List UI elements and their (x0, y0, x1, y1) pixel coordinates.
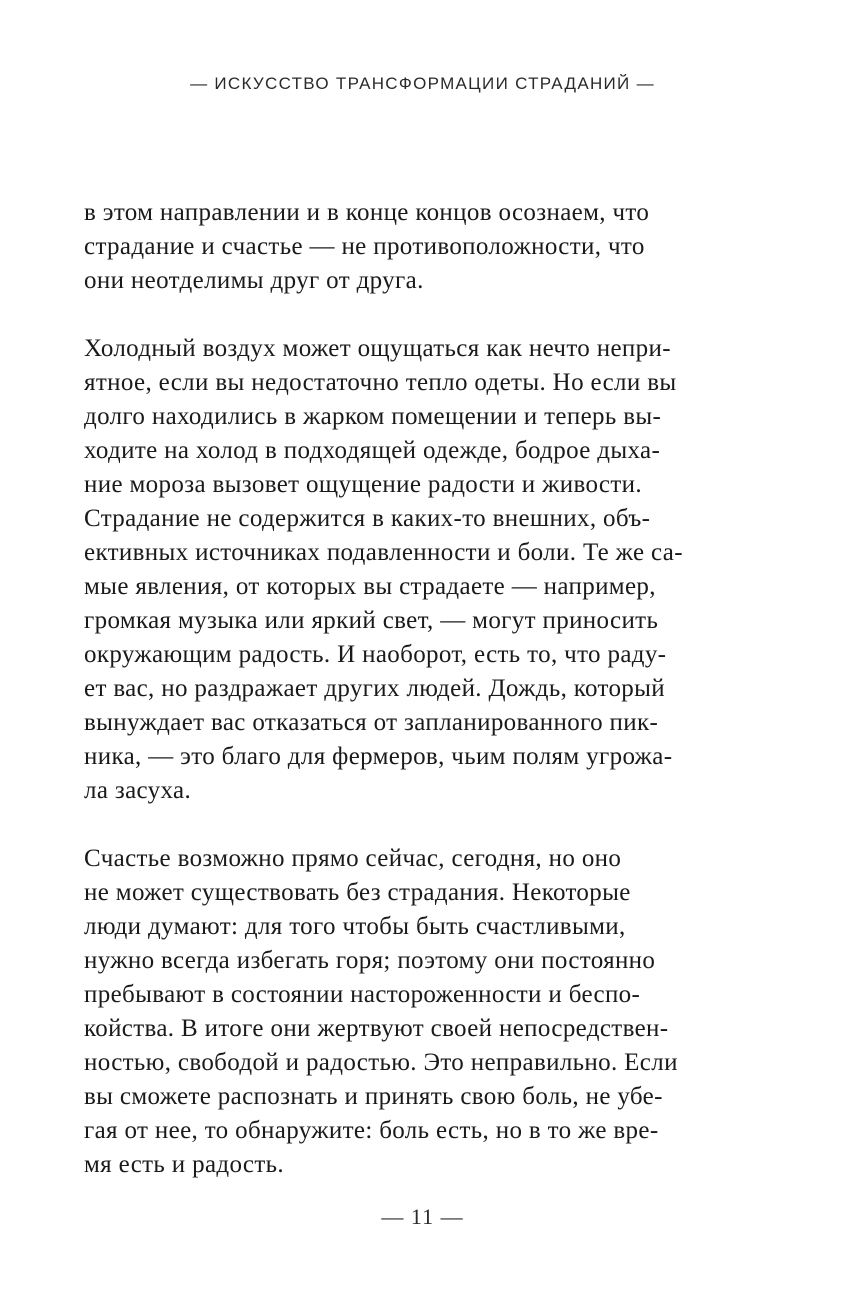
text-line: долго находились в жарком помещении и теперь вы- (84, 403, 662, 430)
paragraph-gap (84, 808, 732, 842)
text-line: в этом направлении и в конце концов осознаем, что (84, 199, 650, 226)
text-line: Счастье возможно прямо сейчас, сегодня, но оно (84, 845, 622, 872)
text-line: ет вас, но раздражает других людей. Дождь, который (84, 675, 666, 702)
paragraph (84, 332, 732, 808)
text-line: окружающим радость. И наоборот, есть то, что раду- (84, 641, 667, 668)
text-line: мые явления, от которых вы страдаете — например, (84, 573, 656, 600)
text-line: ностью, свободой и радостью. Это неправильно. Если (84, 1049, 678, 1076)
text-line: ходите на холод в подходящей одежде, бодрое дыха- (84, 437, 661, 464)
paragraph (84, 196, 732, 298)
text-line: койства. В итоге они жертвуют своей непосредствен- (84, 1015, 669, 1042)
text-line: Холодный воздух может ощущаться как нечто непри- (84, 335, 671, 362)
text-line: ние мороза вызовет ощущение радости и живости. (84, 471, 642, 498)
body-text (84, 196, 732, 1182)
page-number: — 11 — (381, 1204, 464, 1229)
text-line: люди думают: для того чтобы быть счастливыми, (84, 913, 626, 940)
text-line: нужно всегда избегать горя; поэтому они постоянно (84, 947, 656, 974)
text-line: мя есть и радость. (84, 1151, 285, 1178)
text-line: ла засуха. (84, 777, 192, 804)
text-line: ника, — это благо для фермеров, чьим полям угрожа- (84, 743, 673, 770)
running-header: — ИСКУССТВО ТРАНСФОРМАЦИИ СТРАДАНИЙ — (190, 74, 655, 93)
paragraph (84, 842, 732, 1182)
text-line: Страдание не содержится в каких-то внешних, объ- (84, 505, 651, 532)
paragraph-gap (84, 298, 732, 332)
text-line: они неотделимы друг от друга. (84, 267, 424, 294)
text-line: громкая музыка или яркий свет, — могут приносить (84, 607, 659, 634)
text-line: вы сможете распознать и принять свою боль, не убе- (84, 1083, 663, 1110)
text-line: ятное, если вы недостаточно тепло одеты. Но если вы (84, 369, 677, 396)
text-line: ективных источниках подавленности и боли. Те же са- (84, 539, 683, 566)
text-line: не может существовать без страдания. Некоторые (84, 879, 631, 906)
text-line: страдание и счастье — не противоположности, что (84, 233, 645, 260)
text-line: вынуждает вас отказаться от запланированного пик- (84, 709, 659, 736)
text-line: пребывают в состоянии настороженности и беспо- (84, 981, 641, 1008)
text-line: гая от нее, то обнаружите: боль есть, но в то же вре- (84, 1117, 659, 1144)
